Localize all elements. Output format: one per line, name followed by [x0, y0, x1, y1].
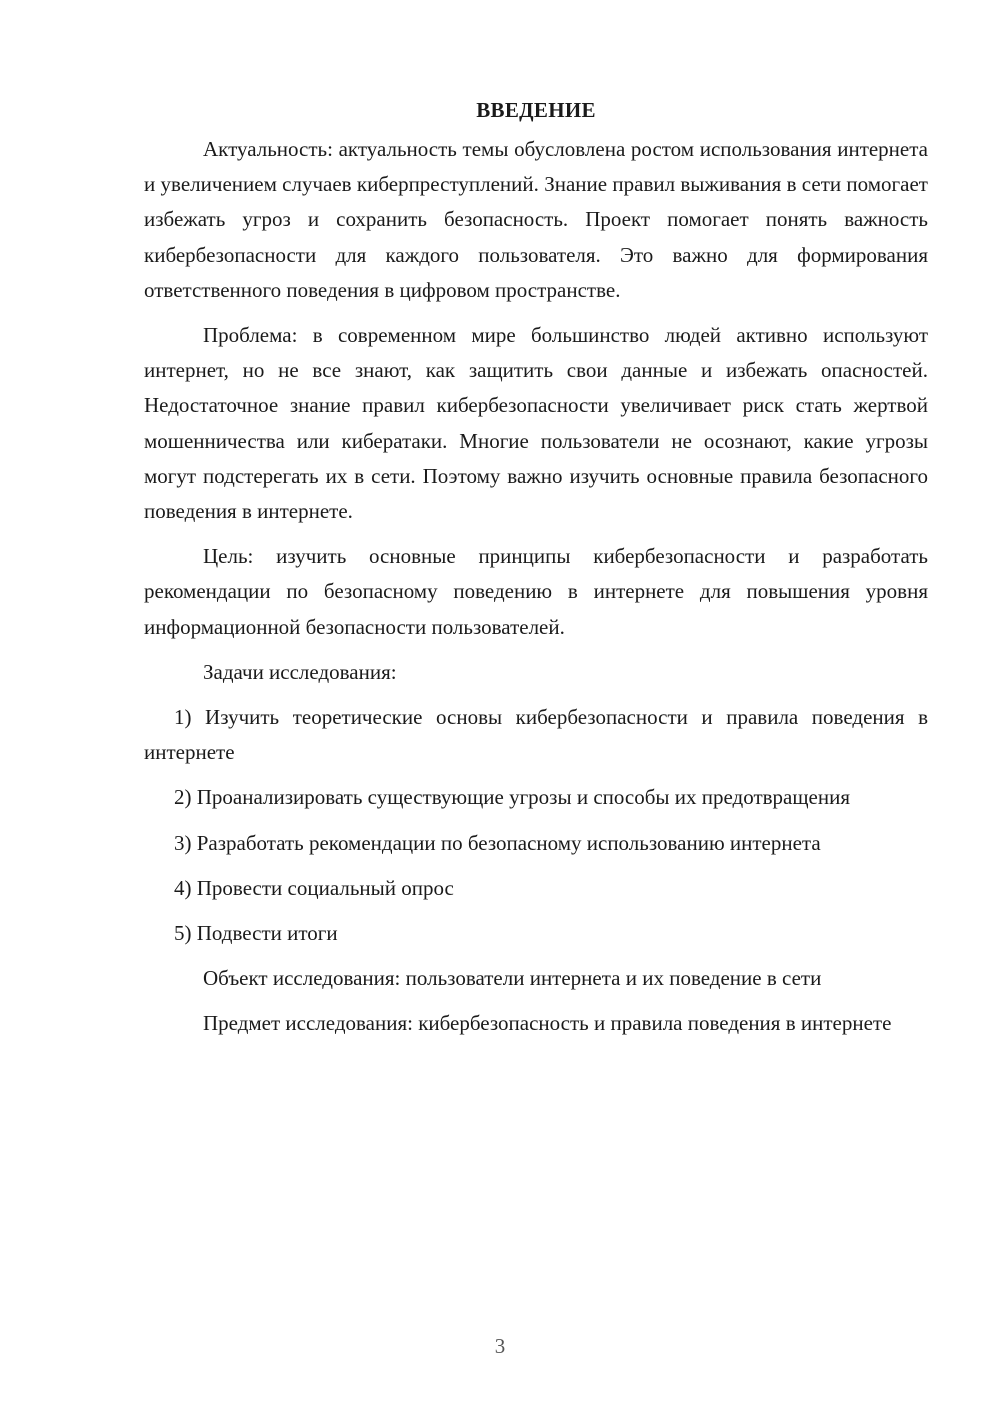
- task-item-1: 1) Изучить теоретические основы кибербезопасности и правила поведения в интернете: [144, 705, 928, 765]
- problem-paragraph: Проблема: в современном мире большинство людей активно используют интернет, но не все знают, как защитить свои данные и избежать опасностей. Недостаточное знание правил кибербезопасности увеличивает риск стать жертвой мошенничества или кибератаки. Многие пользователи не осознают, какие угрозы могут подстерегать их в сети. Поэтому важно изучить основные правила безопасного поведения в интернете.: [144, 323, 928, 524]
- task-item-5: 5) Подвести итоги: [174, 921, 338, 946]
- task-item-4: 4) Провести социальный опрос: [174, 875, 454, 900]
- research-subject-paragraph: Предмет исследования: кибербезопасность и правила поведения в интернете: [203, 1011, 892, 1036]
- page-title: ВВЕДЕНИЕ: [476, 98, 596, 122]
- task-item-2: 2) Проанализировать существующие угрозы и способы их предотвращения: [174, 785, 850, 810]
- page-number: 3: [494, 1334, 506, 1358]
- goal-paragraph: Цель: изучить основные принципы кибербезопасности и разработать рекомендации по безопасному поведению в интернете для повышения уровня информационной безопасности пользователей.: [144, 544, 928, 639]
- relevance-paragraph: Актуальность: актуальность темы обусловлена ростом использования интернета и увеличением случаев киберпреступлений. Знание правил выживания в сети помогает избежать угроз и сохранить безопасность. Проект помогает понять важность кибербезопасности для каждого пользователя. Это важно для формирования ответственного поведения в цифровом пространстве.: [144, 137, 928, 302]
- research-object-paragraph: Объект исследования: пользователи интернета и их поведение в сети: [203, 966, 822, 991]
- document-page: [144, 92, 928, 1052]
- tasks-heading: Задачи исследования:: [203, 659, 397, 684]
- task-item-3: 3) Разработать рекомендации по безопасному использованию интернета: [174, 830, 821, 855]
